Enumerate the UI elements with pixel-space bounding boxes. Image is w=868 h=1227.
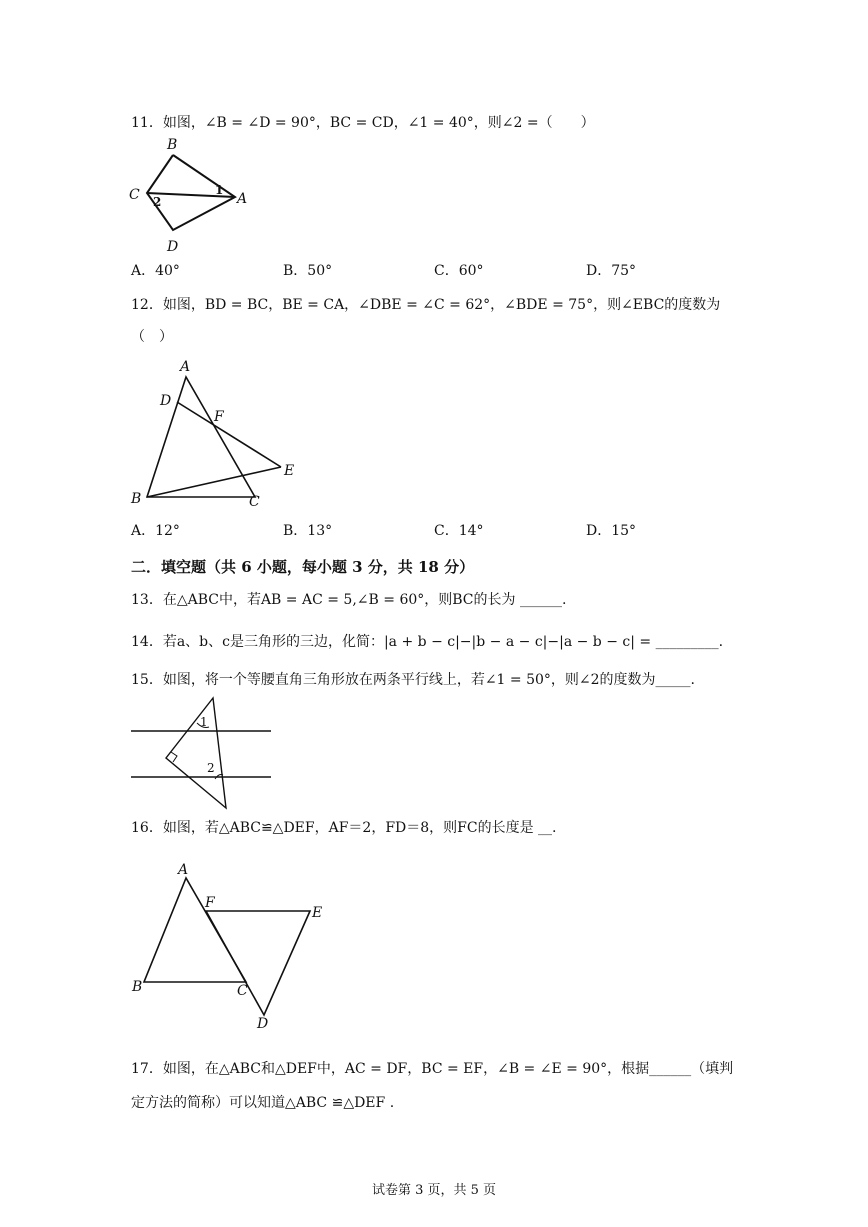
q11-option-d[interactable]: D．75° <box>586 263 637 279</box>
q15-text: 15．如图，将一个等腰直角三角形放在两条平行线上，若∠1 = 50°，则∠2的度数为_____. <box>131 672 695 688</box>
q16-label-f: F <box>205 895 215 911</box>
q12-label-f: F <box>214 409 224 425</box>
q16-figure <box>130 860 330 1035</box>
page-footer: 试卷第 3 页，共 5 页 <box>371 1183 497 1198</box>
q17-text: 17．如图，在△ABC和△DEF中，AC = DF，BC = EF，∠B = ∠E = 90°，根据______（填判 <box>131 1061 734 1077</box>
q16-label-c: C <box>237 983 248 999</box>
q11-angle-2: 2 <box>153 195 162 209</box>
q11-angle-1: 1 <box>215 183 224 197</box>
q12-label-b: B <box>131 491 142 507</box>
q12-option-b[interactable]: B．13° <box>283 523 333 539</box>
q15-angle-1: 1 <box>200 715 208 729</box>
q11-figure <box>125 135 255 260</box>
q13-text: 13．在△ABC中，若AB = AC = 5,∠B = 60°，则BC的长为 ______. <box>131 592 567 608</box>
q11-label-a: A <box>237 191 248 207</box>
q16-text: 16．如图，若△ABC≌△DEF，AF＝2，FD＝8，则FC的长度是 __. <box>131 820 557 836</box>
q15-angle-2: 2 <box>207 761 215 775</box>
q16-label-a: A <box>178 862 189 878</box>
q12-option-a[interactable]: A．12° <box>131 523 180 539</box>
q12-label-a: A <box>180 359 191 375</box>
q11-text: 11．如图，∠B = ∠D = 90°，BC = CD，∠1 = 40°，则∠2 =（ ） <box>131 115 595 131</box>
q11-label-d: D <box>167 239 179 255</box>
q12-label-d: D <box>160 393 172 409</box>
q12-label-e: E <box>284 463 295 479</box>
q11-label-b: B <box>167 137 178 153</box>
q12-figure <box>125 355 305 515</box>
q12-label-c: C <box>249 494 260 510</box>
q12-option-d[interactable]: D．15° <box>586 523 637 539</box>
q16-label-d: D <box>257 1016 269 1032</box>
q11-option-a[interactable]: A．40° <box>131 263 180 279</box>
q14-text: 14．若a、b、c是三角形的三边，化简：|a + b − c|−|b − a − c|−|a − b − c| = _________. <box>131 634 724 650</box>
q11-option-b[interactable]: B．50° <box>283 263 333 279</box>
q16-label-b: B <box>132 979 143 995</box>
q11-label-c: C <box>129 187 140 203</box>
q16-label-e: E <box>312 905 323 921</box>
q17-text-2: 定方法的简称）可以知道△ABC ≌△DEF . <box>131 1095 395 1111</box>
q12-option-c[interactable]: C．14° <box>434 523 484 539</box>
q12-text-2: （ ） <box>131 329 173 345</box>
q12-text: 12．如图，BD = BC，BE = CA，∠DBE = ∠C = 62°，∠BDE = 75°，则∠EBC的度数为 <box>131 297 721 313</box>
q11-option-c[interactable]: C．60° <box>434 263 484 279</box>
q15-figure <box>131 695 276 815</box>
section-2-title: 二．填空题（共 6 小题，每小题 3 分，共 18 分） <box>131 558 475 576</box>
